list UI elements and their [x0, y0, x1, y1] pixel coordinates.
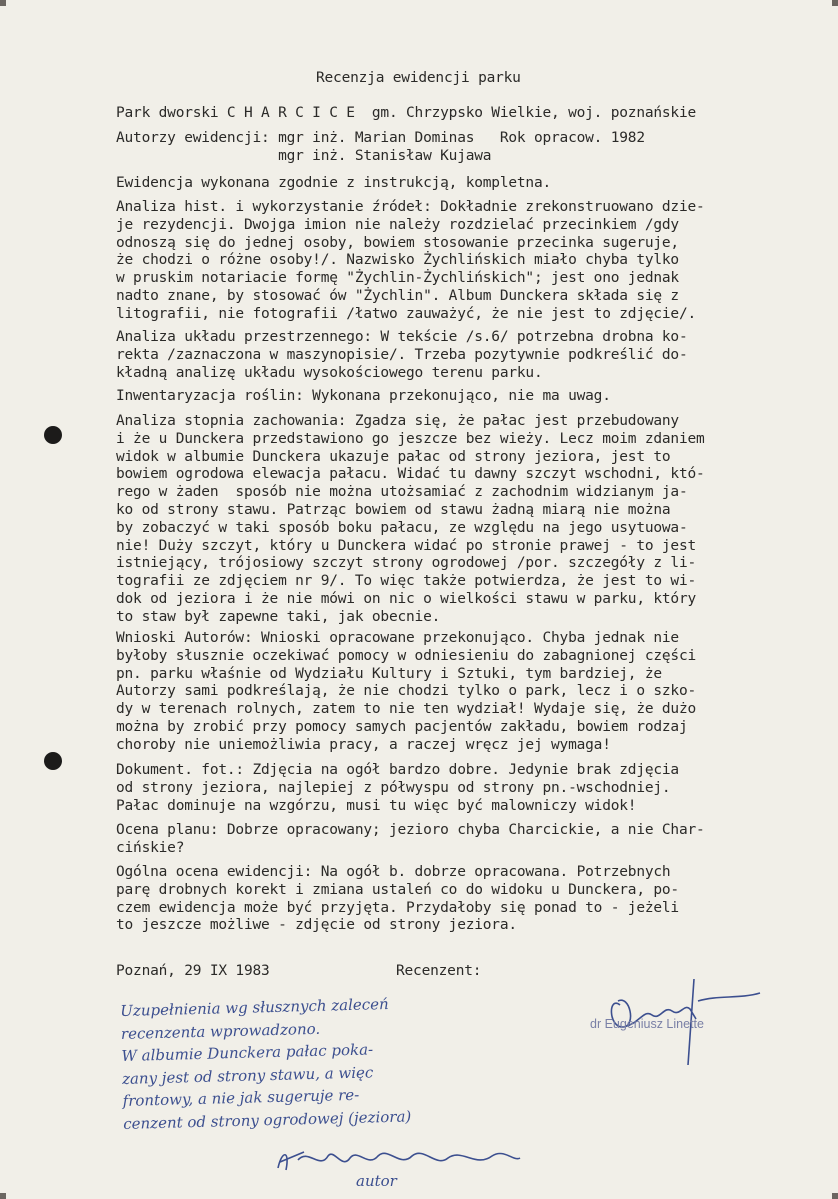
- text-line: Analiza stopnia zachowania: Zgadza się, że pałac jest przebudowany: [116, 413, 679, 429]
- text-line: Pałac dominuje na wzgórzu, musi tu więc być malowniczy widok!: [116, 797, 637, 814]
- text-line: czem ewidencja może być przyjęta. Przydałoby się ponad to - jeżeli: [116, 899, 679, 916]
- reviewer-stamp: dr Eugeniusz Linette: [590, 1017, 704, 1031]
- text-line: i że u Dunckera przedstawiono go jeszcze bez wieży. Lecz moim zdaniem: [116, 430, 705, 447]
- handwritten-line: frontowy, a nie jak sugeruje re-: [122, 1085, 360, 1110]
- paragraph-plan: [116, 822, 828, 858]
- paragraph-spatial: [116, 329, 828, 382]
- author-signature: [268, 1140, 528, 1180]
- punch-hole: [44, 752, 62, 770]
- scan-corner: [832, 0, 838, 6]
- text-line: Ocena planu: Dobrze opracowany; jezioro chyba Charcickie, a nie Char-: [116, 822, 705, 838]
- punch-hole: [44, 426, 62, 444]
- reviewer-signature: [590, 945, 775, 1070]
- text-line: tografii ze zdjęciem nr 9/. To więc także potwierdza, że jest to wi-: [116, 573, 697, 590]
- text-line: w pruskim notariacie formę "Żychlin-Żychlińskich"; jest ono jednak: [116, 270, 679, 287]
- text-line: dok od jeziora i że nie mówi on nic o wielkości stawu w parku, który: [116, 590, 697, 607]
- text-line: je rezydencji. Dwojga imion nie należy rozdzielać przecinkiem /gdy: [116, 216, 679, 233]
- handwritten-line: recenzenta wprowadzono.: [120, 1019, 321, 1043]
- author-label: autor: [356, 1172, 397, 1190]
- text-line: to staw był zapewne taki, jak obecnie.: [116, 608, 441, 625]
- text-line: dy w terenach rolnych, zatem to nie ten wydział! Wydaje się, że dużo: [116, 701, 697, 718]
- text-line: pn. parku właśnie od Wydziału Kultury i Sztuki, tym bardziej, że: [116, 665, 662, 682]
- text-line: by zobaczyć w taki sposób boku pałacu, ze względu na jego usytuowa-: [116, 519, 688, 536]
- scan-corner: [832, 1193, 838, 1199]
- paragraph-history: [116, 199, 828, 324]
- text-line: istniejący, trójosiowy szczyt strony ogrodowej /por. szczegóły z li-: [116, 555, 697, 572]
- handwritten-line: cenzent od strony ogrodowej (jeziora): [122, 1106, 412, 1133]
- text-line: od strony jeziora, najlepiej z półwyspu od strony pn.-wschodniej.: [116, 779, 671, 796]
- park-header-line: Park dworski C H A R C I C E gm. Chrzypsko Wielkie, woj. poznańskie: [116, 105, 697, 121]
- handwritten-line: zany jest od strony stawu, a więc: [121, 1062, 374, 1088]
- paragraph-preservation: [116, 413, 828, 627]
- text-line: to jeszcze możliwe - zdjęcie od strony jeziora.: [116, 917, 517, 934]
- text-line: widok w albumie Dunckera ukazuje pałac od strony jeziora, jest to: [116, 448, 671, 465]
- text-line: Ewidencja wykonana zgodnie z instrukcją, kompletna.: [116, 175, 552, 191]
- scan-corner: [0, 0, 6, 6]
- text-line: Analiza hist. i wykorzystanie źródeł: Dokładnie zrekonstruowano dzie-: [116, 199, 705, 215]
- scan-corner: [0, 1193, 6, 1199]
- text-line: Analiza układu przestrzennego: W tekście /s.6/ potrzebna drobna ko-: [116, 329, 688, 345]
- text-line: bowiem ogrodowa elewacja pałacu. Widać tu dawny szczyt wschodni, któ-: [116, 466, 705, 483]
- paragraph-plants: [116, 388, 828, 406]
- authors-line-2: mgr inż. Stanisław Kujawa: [116, 148, 492, 164]
- text-line: cińskie?: [116, 839, 185, 856]
- text-line: Autorzy sami podkreślają, że nie chodzi tylko o park, lecz i o szko-: [116, 683, 697, 700]
- authors-line: Autorzy ewidencji: mgr inż. Marian Dominas Rok opracow. 1982: [116, 130, 645, 146]
- text-line: rego w żaden sposób nie można utożsamiać z zachodnim widzianym ja-: [116, 484, 688, 501]
- document-title: Recenzja ewidencji parku: [316, 70, 521, 86]
- text-line: rekta /zaznaczona w maszynopisie/. Trzeba pozytywnie podkreślić do-: [116, 346, 688, 363]
- handwritten-line: Uzupełnienia wg słusznych zaleceń: [120, 994, 389, 1020]
- handwritten-note: [120, 992, 412, 1134]
- text-line: byłoby słusznie oczekiwać pomocy w odniesieniu do zabagnionej części: [116, 647, 697, 664]
- handwritten-line: W albumie Dunckera pałac poka-: [121, 1040, 374, 1065]
- text-line: Wnioski Autorów: Wnioski opracowane przekonująco. Chyba jednak nie: [116, 630, 679, 646]
- text-line: Inwentaryzacja roślin: Wykonana przekonująco, nie ma uwag.: [116, 388, 611, 404]
- place-date: Poznań, 29 IX 1983: [116, 963, 270, 979]
- text-line: odnoszą się do jednej osoby, bowiem stosowanie przecinka sugeruje,: [116, 234, 679, 251]
- text-line: Ogólna ocena ewidencji: Na ogół b. dobrze opracowana. Potrzebnych: [116, 864, 671, 880]
- text-line: ko od strony stawu. Patrząc bowiem od stawu żadną miarą nie można: [116, 501, 671, 518]
- text-line: litografii, nie fotografii /łatwo zauważyć, że nie jest to zdjęcie/.: [116, 305, 697, 322]
- paragraph-conclusions: [116, 630, 828, 755]
- paragraph-overall: [116, 864, 828, 935]
- text-line: nie! Duży szczyt, który u Dunckera widać po stronie prawej - to jest: [116, 537, 697, 554]
- text-line: choroby nie uniemożliwia pracy, a raczej wręcz jej wymaga!: [116, 736, 611, 753]
- text-line: można by zrobić przy pomocy samych pacjentów zakładu, bowiem rodzaj: [116, 718, 688, 735]
- text-line: że chodzi o różne osoby!/. Nazwisko Żychlińskich miało chyba tylko: [116, 252, 679, 269]
- text-line: kładną analizę układu wysokościowego terenu parku.: [116, 364, 543, 381]
- reviewer-label: Recenzent:: [396, 963, 482, 979]
- text-line: parę drobnych korekt i zmiana ustaleń co do widoku u Dunckera, po-: [116, 881, 679, 898]
- text-line: Dokument. fot.: Zdjęcia na ogół bardzo dobre. Jedynie brak zdjęcia: [116, 762, 679, 778]
- paragraph-photos: [116, 762, 828, 815]
- text-line: nadto znane, by stosować ów "Żychlin". Album Dunckera składa się z: [116, 287, 679, 304]
- paragraph-completeness: [116, 175, 828, 193]
